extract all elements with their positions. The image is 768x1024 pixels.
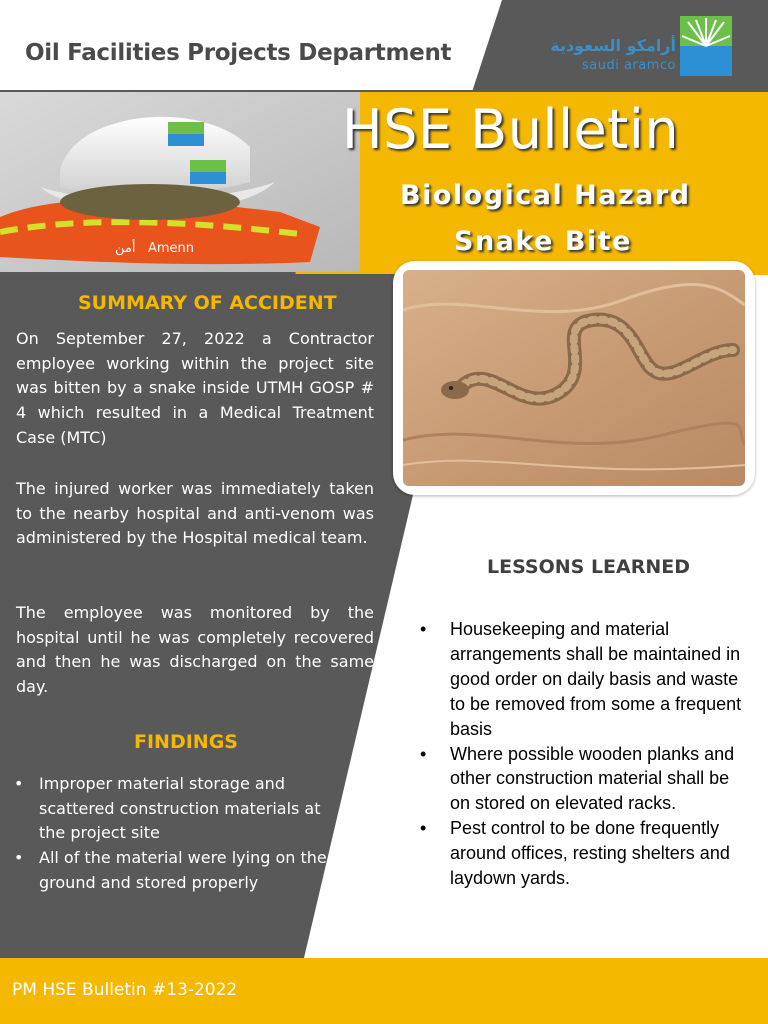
summary-paragraph: On September 27, 2022 a Contractor employee working within the project site was bitten by a snake inside UTMH GOSP # 4 which resulted in a Medical Treatment Case (MTC) [16, 329, 374, 447]
summary-paragraph: The injured worker was immediately taken to the nearby hospital and anti-venom was administered by the Hospital medical team. [16, 479, 374, 548]
saudi-aramco-logo-icon [680, 16, 732, 76]
hazard-type: Biological Hazard [400, 180, 691, 211]
helmet-badge-text: أمن [115, 241, 136, 256]
logo-arabic-text: أرامكو السعودية [550, 36, 676, 55]
bulletin-number: PM HSE Bulletin #13-2022 [12, 980, 238, 1000]
lessons-heading: LESSONS LEARNED [487, 556, 691, 578]
hazard-subtype: Snake Bite [454, 226, 632, 257]
department-title: Oil Facilities Projects Department [25, 40, 452, 66]
findings-item: • Improper material storage and scattered construction materials at the project site [14, 772, 334, 846]
snake-photo-frame [393, 261, 755, 495]
summary-paragraph: The employee was monitored by the hospital until he was completely recovered and then he was discharged on the same day. [16, 603, 374, 697]
logo-english-text: saudi aramco [581, 58, 676, 73]
lessons-item: • Housekeeping and material arrangements shall be maintained in good order on daily basis and waste to be removed from some a frequent basis [420, 617, 750, 742]
findings-heading: FINDINGS [134, 731, 238, 753]
bulletin-title: HSE Bulletin [342, 98, 680, 161]
helmet-badge-brand: Amenn [148, 241, 195, 256]
snake-photo [403, 270, 745, 486]
company-logo [538, 14, 734, 78]
findings-list [14, 772, 334, 896]
lessons-item: • Pest control to be done frequently around offices, resting shelters and laydown yards. [420, 816, 750, 891]
lessons-list [420, 617, 750, 891]
findings-item: • All of the material were lying on the ground and stored properly [14, 846, 334, 895]
helmet-photo [0, 92, 360, 272]
summary-heading: SUMMARY OF ACCIDENT [78, 292, 337, 314]
lessons-item: • Where possible wooden planks and other construction material shall be on stored on elevated racks. [420, 742, 750, 817]
